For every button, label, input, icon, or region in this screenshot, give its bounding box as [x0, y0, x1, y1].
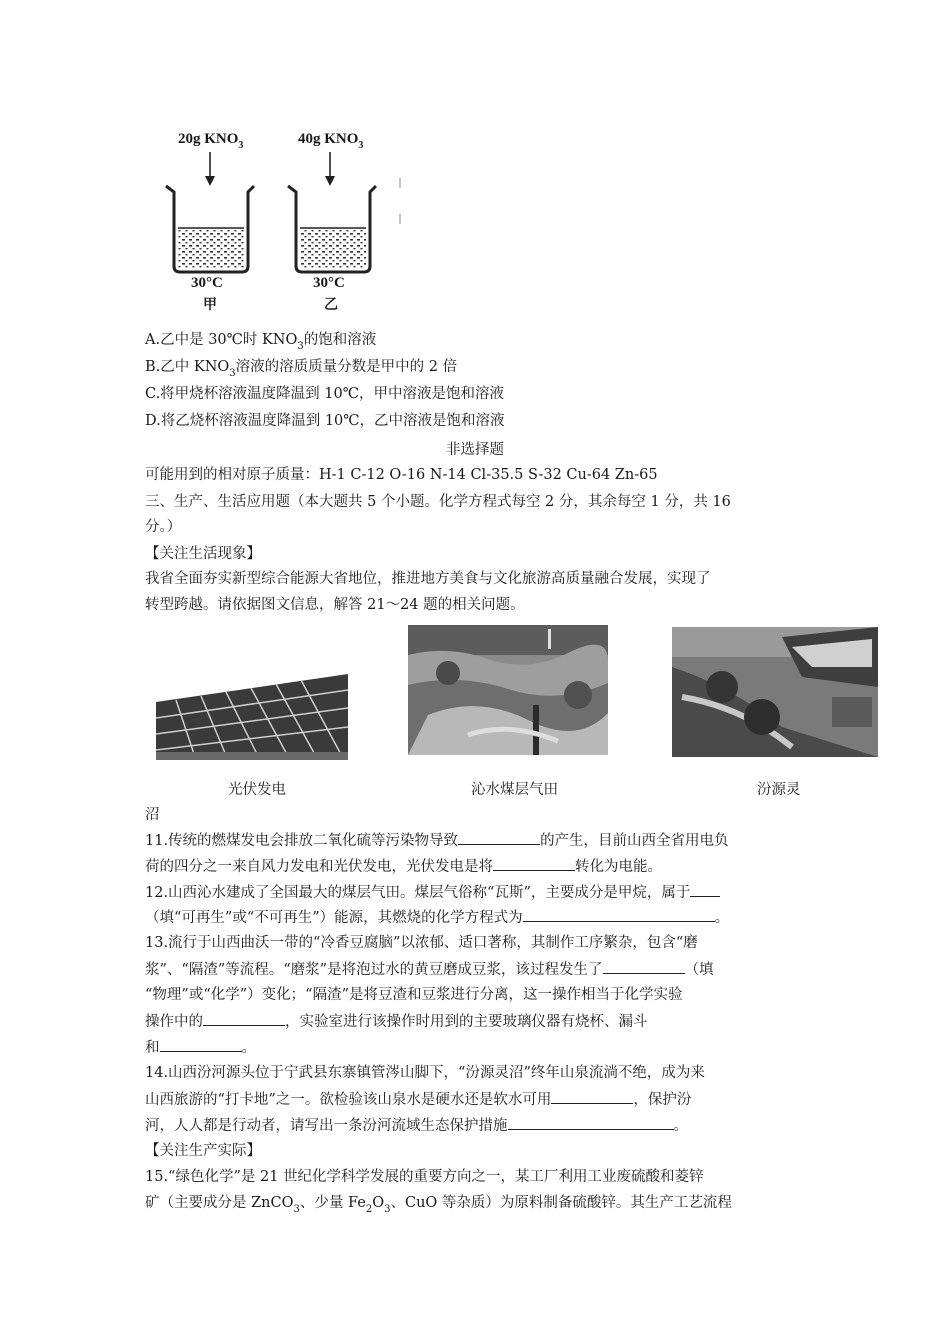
q12-line1: 12.山西沁水建成了全国最大的煤层气田。煤层气俗称“瓦斯”，主要成分是甲烷，属于 [145, 882, 720, 903]
solar-panels-photo [156, 672, 348, 760]
fenyuan-spring-photo [672, 627, 878, 757]
q15-line1: 15.“绿色化学”是 21 世纪化学科学发展的重要方向之一，某工厂利用工业废硫酸和菱锌 [145, 1169, 704, 1185]
q14-blank2[interactable] [508, 1115, 674, 1130]
intro-line2: 转型跨越。请依据图文信息，解答 21～24 题的相关问题。 [145, 597, 525, 613]
q14-line3: 河，人人都是行动者，请写出一条汾河流域生态保护措施 。 [145, 1115, 688, 1136]
q13-line5: 和 。 [145, 1037, 256, 1058]
q13-blank1[interactable] [603, 959, 685, 974]
intro-line1: 我省全面夯实新型综合能源大省地位，推进地方美食与文化旅游高质量融合发展，实现了 [145, 571, 711, 587]
q13-line1: 13.流行于山西曲沃一带的“冷香豆腐脑”以浓郁、适口著称，其制作工序繁杂，包含“磨 [145, 935, 698, 951]
atomic-masses: 可能用到的相对原子质量：H-1 C-12 O-16 N-14 Cl-35.5 S-32 Cu-64 Zn-65 [145, 467, 658, 483]
focus-life-heading: 【关注生活现象】 [145, 546, 261, 562]
q15-line2: 矿（主要成分是 ZnCO$_3$、少量 $Fe_2O_3$、CuO 等杂质）为原料制备硫酸锌。其生产工艺流程 [145, 1195, 732, 1215]
option-b: B.乙中 $KNO_3$溶液的溶质质量分数是甲中的 2 倍 [145, 359, 458, 379]
q12-blank1[interactable] [690, 882, 720, 897]
option-d: D.将乙烧杯溶液温度降温到 10℃，乙中溶液是饱和溶液 [145, 413, 505, 429]
q12-blank2[interactable] [523, 907, 715, 922]
q11-line1: 11.传统的燃煤发电会排放二氧化硫等污染物导致 的产生，目前山西全省用电负 [145, 830, 729, 851]
part3-heading-line1: 三、生产、生活应用题（本大题共 5 个小题。化学方程式每空 2 分，其余每空 1 分，共 16 [145, 494, 731, 510]
caption-solar: 光伏发电 [228, 782, 286, 798]
q13-blank2[interactable] [203, 1011, 285, 1026]
beaker-a-temp: 30°C [191, 275, 223, 291]
caption-gas-field: 沁水煤层气田 [471, 782, 558, 798]
beaker-a-label: 20g $KNO_3$ [178, 131, 244, 151]
part3-heading-line2: 分。） [145, 519, 182, 535]
q11-blank2[interactable] [493, 856, 575, 871]
beaker-b-name: 乙 [324, 297, 338, 313]
q13-line3: “物理”或“化学”）变化；“隔渣”是将豆渣和豆浆进行分离，这一操作相当于化学实验 [145, 987, 683, 1003]
section-title: 非选择题 [446, 442, 504, 458]
q14-blank1[interactable] [551, 1089, 633, 1104]
q12-line2: （填“可再生”或“不可再生”）能源，其燃烧的化学方程式为 。 [145, 907, 729, 928]
beaker-b-label: 40g $KNO_3$ [298, 131, 364, 151]
beakers-drawing [160, 148, 410, 280]
q13-blank3[interactable] [160, 1037, 242, 1052]
option-c: C.将甲烧杯溶液温度降温到 10℃，甲中溶液是饱和溶液 [145, 386, 504, 402]
caption-spring-wrap: 沼 [145, 807, 160, 823]
q11-blank1[interactable] [458, 830, 540, 845]
q13-line4: 操作中的 ，实验室进行该操作时用到的主要玻璃仪器有烧杯、漏斗 [145, 1011, 648, 1032]
beaker-b-temp: 30°C [313, 275, 345, 291]
coalbed-gas-field-photo [408, 625, 608, 755]
q14-line2: 山西旅游的“打卡地”之一。欲检验该山泉水是硬水还是软水可用 ，保护汾 [145, 1089, 691, 1110]
focus-production-heading: 【关注生产实际】 [145, 1143, 261, 1159]
beaker-a-name: 甲 [203, 297, 217, 313]
caption-spring: 汾源灵 [757, 782, 801, 798]
q14-line1: 14.山西汾河源头位于宁武县东寨镇管涔山脚下，“汾源灵沼”终年山泉流淌不绝，成为来 [145, 1065, 705, 1081]
q11-line2: 荷的四分之一来自风力发电和光伏发电，光伏发电是将 转化为电能。 [145, 856, 662, 877]
option-a: A.乙中是 30℃时 $KNO_3$的饱和溶液 [145, 332, 377, 352]
q13-line2: 浆”、“隔渣”等流程。“磨浆”是将泡过水的黄豆磨成豆浆，该过程发生了 （填 [145, 959, 714, 980]
